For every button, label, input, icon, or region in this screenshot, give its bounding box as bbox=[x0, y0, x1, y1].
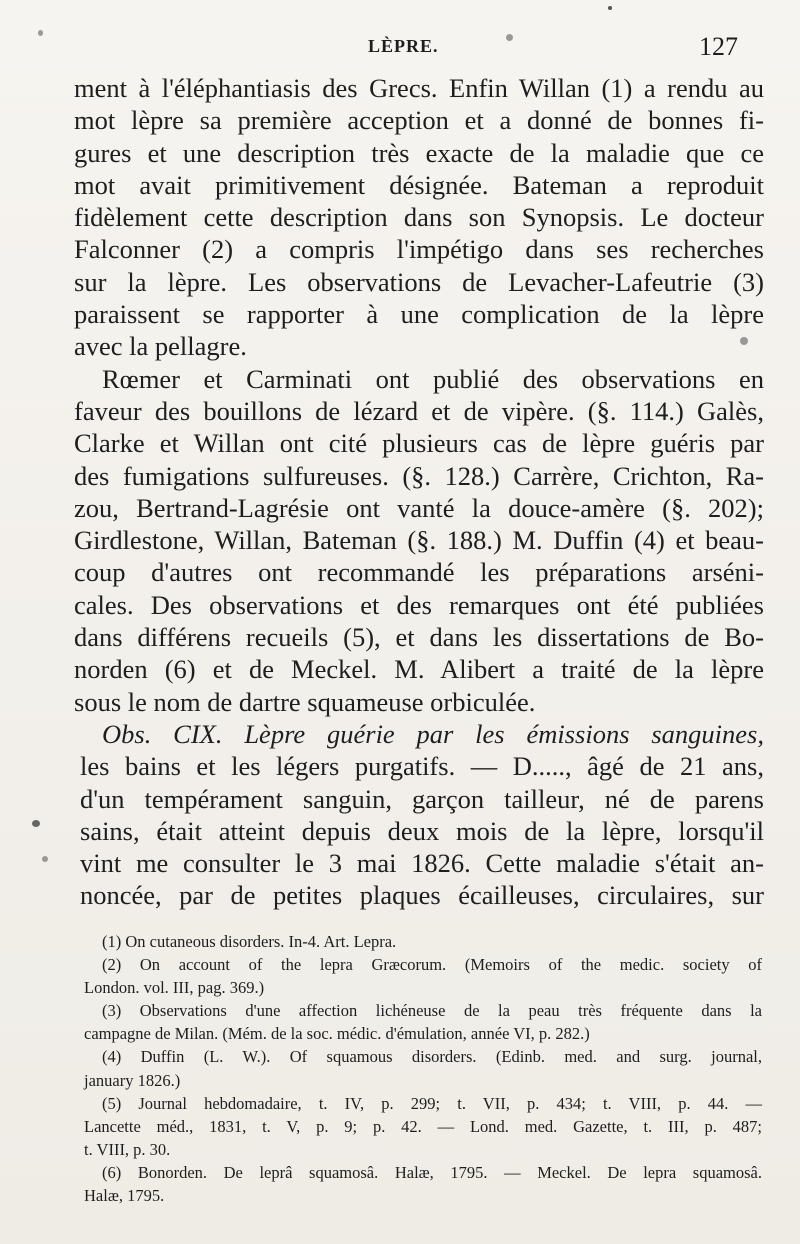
text-line: paraissent se rapporter à une complication de la lèpre bbox=[74, 299, 764, 330]
footnote-2: (2) On account of the lepra Græcorum. (Memoirs of the medic. society of bbox=[102, 955, 762, 975]
text-line: Clarke et Willan ont cité plusieurs cas de lèpre guéris par bbox=[74, 428, 764, 459]
text-line: coup d'autres ont recommandé les préparations arséni- bbox=[74, 557, 764, 588]
text-line: d'un tempérament sanguin, garçon tailleur, né de parens bbox=[80, 783, 764, 814]
text-line: ment à l'éléphantiasis des Grecs. Enfin Willan (1) a rendu au bbox=[74, 73, 764, 103]
text-line: zou, Bertrand-Lagrésie ont vanté la douce-amère (§. 202); bbox=[74, 492, 764, 523]
paper-speck bbox=[608, 6, 612, 10]
text-line: avec la pellagre. bbox=[74, 331, 247, 362]
text-line: Rœmer et Carminati ont publié des observations en bbox=[102, 363, 764, 394]
text-line: faveur des bouillons de lézard et de vipère. (§. 114.) Galès, bbox=[74, 395, 764, 426]
text-line: mot avait primitivement désignée. Bateman a reproduit bbox=[74, 169, 764, 200]
running-head-title: LÈPRE. bbox=[368, 36, 439, 56]
paper-speck bbox=[42, 856, 48, 862]
text-line: Falconner (2) a compris l'impétigo dans ses recherches bbox=[74, 234, 764, 265]
text-line: norden (6) et de Meckel. M. Alibert a traité de la lèpre bbox=[74, 654, 764, 685]
text-line: noncée, par de petites plaques écailleuses, circulaires, sur bbox=[80, 880, 764, 911]
text-line: Girdlestone, Willan, Bateman (§. 188.) M. Duffin (4) et beau- bbox=[74, 525, 764, 556]
footnote-5: (5) Journal hebdomadaire, t. IV, p. 299; t. VII, p. 434; t. VIII, p. 44. — bbox=[102, 1093, 762, 1113]
text-line: les bains et les légers purgatifs. — D....., âgé de 21 ans, bbox=[80, 751, 764, 782]
footnote-1: (1) On cutaneous disorders. In-4. Art. Lepra. bbox=[102, 932, 397, 951]
footnote-5-cont: Lancette méd., 1831, t. V, p. 9; p. 42. — Lond. med. Gazette, t. III, p. 487; bbox=[84, 1116, 762, 1136]
paragraph-1 bbox=[74, 72, 764, 363]
footnote-2-cont: London. vol. III, pag. 369.) bbox=[84, 978, 265, 998]
footnotes bbox=[84, 930, 762, 1207]
text-line: gures et une description très exacte de la maladie que ce bbox=[74, 137, 764, 168]
paper-speck bbox=[506, 34, 513, 41]
observation-cix bbox=[96, 718, 764, 750]
body-text bbox=[74, 72, 764, 912]
observation-body bbox=[74, 750, 764, 911]
footnote-5-cont: t. VIII, p. 30. bbox=[84, 1139, 171, 1159]
text-line: sains, était atteint depuis deux mois de la lèpre, lorsqu'il bbox=[80, 815, 764, 846]
page-number: 127 bbox=[699, 32, 738, 61]
text-line: vint me consulter le 3 mai 1826. Cette maladie s'était an- bbox=[80, 848, 764, 879]
paper-speck bbox=[38, 30, 43, 36]
footnote-4: (4) Duffin (L. W.). Of squamous disorders. (Edinb. med. and surg. journal, bbox=[102, 1047, 762, 1067]
paragraph-2 bbox=[74, 363, 764, 395]
footnote-4-cont: january 1826.) bbox=[84, 1070, 181, 1090]
text-line: cales. Des observations et des remarques ont été publiées bbox=[74, 589, 764, 620]
text-line: sous le nom de dartre squameuse orbiculée. bbox=[74, 686, 536, 717]
paragraph-2-continued bbox=[74, 395, 764, 718]
footnote-6-cont: Halæ, 1795. bbox=[84, 1186, 165, 1206]
footnote-3: (3) Observations d'une affection lichéneuse de la peau très fréquente dans la bbox=[102, 1001, 762, 1021]
running-head bbox=[0, 34, 800, 64]
paper-speck bbox=[740, 337, 748, 345]
footnote-3-cont: campagne de Milan. (Mém. de la soc. médic. d'émulation, année VI, p. 282.) bbox=[84, 1024, 590, 1044]
observation-heading: Obs. CIX. Lèpre guérie par les émissions sanguines, bbox=[102, 718, 764, 749]
text-line: mot lèpre sa première acception et a donné de bonnes fi- bbox=[74, 105, 764, 136]
footnote-6: (6) Bonorden. De leprâ squamosâ. Halæ, 1795. — Meckel. De lepra squamosâ. bbox=[102, 1162, 762, 1182]
paper-speck bbox=[32, 820, 40, 827]
text-line: fidèlement cette description dans son Synopsis. Le docteur bbox=[74, 202, 764, 233]
text-line: sur la lèpre. Les observations de Levacher-Lafeutrie (3) bbox=[74, 266, 764, 297]
text-line: dans différens recueils (5), et dans les dissertations de Bo- bbox=[74, 622, 764, 653]
text-line: des fumigations sulfureuses. (§. 128.) Carrère, Crichton, Ra- bbox=[74, 460, 764, 491]
